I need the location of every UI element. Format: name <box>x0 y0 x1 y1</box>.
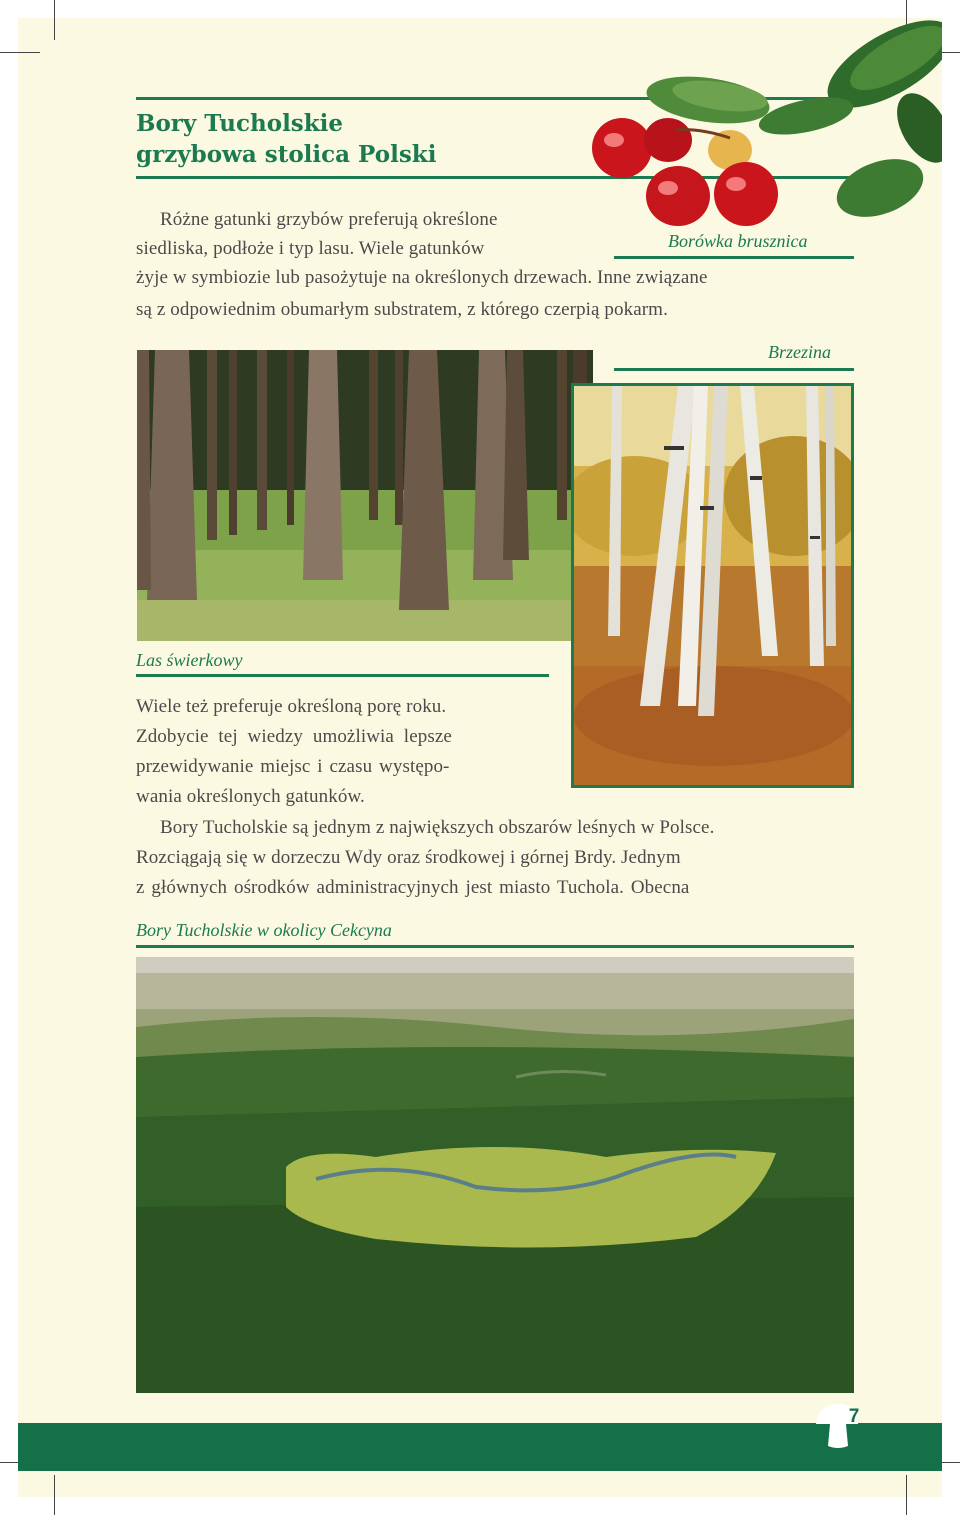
caption-spruce: Las świerkowy <box>136 650 243 670</box>
birch-grove-photo <box>571 383 854 788</box>
paragraph-3-line-2: Rozciągają się w dorzeczu Wdy oraz środkowej i górnej Brdy. Jednym <box>136 847 681 868</box>
page-title <box>136 108 596 170</box>
caption-birch: Brzezina <box>768 342 831 362</box>
paragraph-1-line-3: żyje w symbiozie lub pasożytuje na określonych drzewach. Inne związane <box>136 267 708 288</box>
crop-mark <box>906 1475 907 1515</box>
lingonberry-illustration <box>580 18 942 240</box>
title-line-2: grzybowa stolica Polski <box>136 141 437 168</box>
caption-birch-rule <box>614 368 854 371</box>
paragraph-2-line-4: wania określonych gatunków. <box>136 786 365 807</box>
caption-lingonberry: Borówka brusznica <box>668 231 808 251</box>
paragraph-1-line-1: Różne gatunki grzybów preferują określone <box>160 209 498 230</box>
caption-spruce-rule <box>136 674 549 677</box>
caption-aerial: Bory Tucholskie w okolicy Cekcyna <box>136 920 392 940</box>
crop-mark <box>54 0 55 40</box>
paragraph-3-line-1: Bory Tucholskie są jednym z największych obszarów leśnych w Polsce. <box>160 817 715 838</box>
title-line-1: Bory Tucholskie <box>136 110 344 137</box>
footer-band <box>18 1423 942 1471</box>
paragraph-2-line-3: przewidywanie miejsc i czasu występo- <box>136 756 450 777</box>
paragraph-2-line-2: Zdobycie tej wiedzy umożliwia lepsze <box>136 726 452 747</box>
crop-mark <box>0 52 40 53</box>
caption-lingonberry-rule <box>614 256 854 259</box>
paragraph-1-line-2: siedliska, podłoże i typ lasu. Wiele gatunków <box>136 238 485 259</box>
caption-aerial-rule <box>136 945 854 948</box>
aerial-forest-photo <box>136 957 854 1393</box>
crop-mark <box>54 1475 55 1515</box>
page-number: 7 <box>848 1406 860 1427</box>
paragraph-3-line-3: z głównych ośrodków administracyjnych jest miasto Tuchola. Obecna <box>136 877 690 898</box>
paragraph-1-line-4: są z odpowiednim obumarłym substratem, z którego czerpią pokarm. <box>136 299 668 320</box>
spruce-forest-photo <box>137 350 593 641</box>
paragraph-2-line-1: Wiele też preferuje określoną porę roku. <box>136 696 447 717</box>
